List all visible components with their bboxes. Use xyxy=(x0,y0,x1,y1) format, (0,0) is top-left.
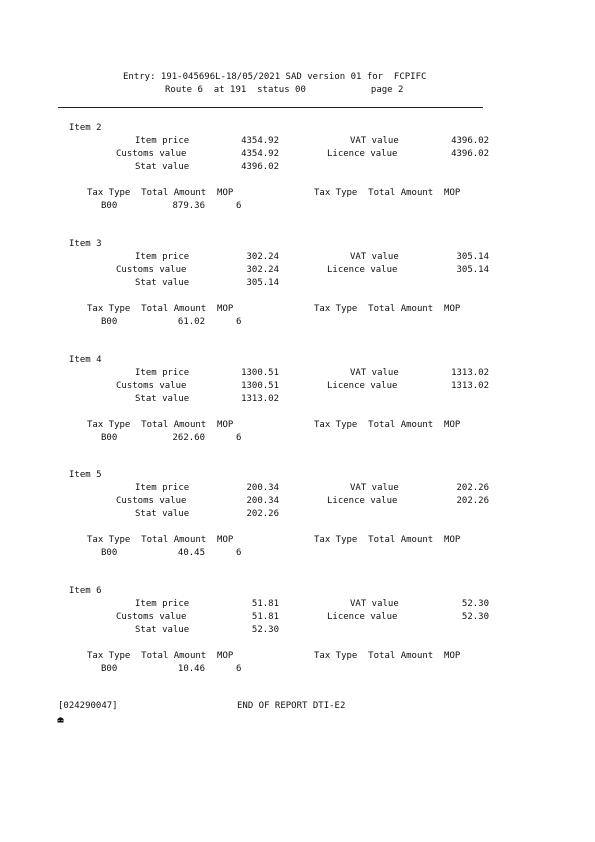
item-price-label: Item price xyxy=(135,599,190,609)
customs-value-amount: 302.24 xyxy=(246,265,279,275)
stat-value-amount: 1313.02 xyxy=(241,394,279,404)
tax-table-header-2: Tax Type Total Amount MOP xyxy=(314,535,461,545)
tax-table-header: Tax Type Total Amount MOP xyxy=(87,535,234,545)
stat-value-label: Stat value xyxy=(135,625,190,635)
printer-glyph-icon xyxy=(57,716,64,723)
licence-value-amount: 52.30 xyxy=(461,612,489,622)
item-price-value: 302.24 xyxy=(246,252,279,262)
stat-value-amount: 4396.02 xyxy=(241,162,279,172)
tax-table-header: Tax Type Total Amount MOP xyxy=(87,188,234,198)
stat-value-amount: 305.14 xyxy=(246,278,279,288)
item-price-value: 200.34 xyxy=(246,483,279,493)
stat-value-label: Stat value xyxy=(135,394,190,404)
licence-value-label: Licence value xyxy=(327,149,398,159)
item-price-label: Item price xyxy=(135,136,190,146)
tax-table-header-2: Tax Type Total Amount MOP xyxy=(314,188,461,198)
mop-code: 6 xyxy=(236,317,242,327)
tax-type: B00 xyxy=(101,664,118,674)
licence-value-label: Licence value xyxy=(327,381,398,391)
report-header-line-2: Route 6 at 191 status 00 page 2 xyxy=(165,85,404,95)
tax-amount: 40.45 xyxy=(177,548,205,558)
vat-value-label: VAT value xyxy=(350,483,399,493)
tax-table-header: Tax Type Total Amount MOP xyxy=(87,651,234,661)
tax-table-header: Tax Type Total Amount MOP xyxy=(87,420,234,430)
customs-value-amount: 4354.92 xyxy=(241,149,279,159)
mop-code: 6 xyxy=(236,664,242,674)
stat-value-amount: 52.30 xyxy=(251,625,279,635)
customs-value-label: Customs value xyxy=(116,149,187,159)
mop-code: 6 xyxy=(236,201,242,211)
stat-value-label: Stat value xyxy=(135,509,190,519)
customs-value-amount: 1300.51 xyxy=(241,381,279,391)
item-title: Item 5 xyxy=(69,470,102,480)
mop-code: 6 xyxy=(236,433,242,443)
end-of-report-text: END OF REPORT DTI-E2 xyxy=(237,701,346,711)
vat-value-label: VAT value xyxy=(350,252,399,262)
tax-table-header: Tax Type Total Amount MOP xyxy=(87,304,234,314)
item-price-label: Item price xyxy=(135,483,190,493)
tax-amount: 10.46 xyxy=(177,664,205,674)
tax-type: B00 xyxy=(101,433,118,443)
item-price-label: Item price xyxy=(135,368,190,378)
licence-value-label: Licence value xyxy=(327,612,398,622)
customs-value-amount: 51.81 xyxy=(251,612,279,622)
customs-value-label: Customs value xyxy=(116,381,187,391)
tax-table-header-2: Tax Type Total Amount MOP xyxy=(314,651,461,661)
item-title: Item 4 xyxy=(69,355,102,365)
header-divider xyxy=(58,107,483,108)
item-price-value: 1300.51 xyxy=(241,368,279,378)
stat-value-label: Stat value xyxy=(135,162,190,172)
licence-value-amount: 305.14 xyxy=(456,265,489,275)
licence-value-label: Licence value xyxy=(327,496,398,506)
tax-amount: 61.02 xyxy=(177,317,205,327)
licence-value-amount: 4396.02 xyxy=(451,149,489,159)
stat-value-label: Stat value xyxy=(135,278,190,288)
vat-value-amount: 4396.02 xyxy=(451,136,489,146)
vat-value-label: VAT value xyxy=(350,599,399,609)
tax-table-header-2: Tax Type Total Amount MOP xyxy=(314,420,461,430)
tax-type: B00 xyxy=(101,201,118,211)
licence-value-amount: 1313.02 xyxy=(451,381,489,391)
tax-amount: 879.36 xyxy=(172,201,205,211)
report-reference: [024290047] xyxy=(58,701,118,711)
vat-value-label: VAT value xyxy=(350,136,399,146)
item-block xyxy=(0,470,595,570)
item-block xyxy=(0,123,595,223)
item-title: Item 2 xyxy=(69,123,102,133)
item-block xyxy=(0,239,595,339)
licence-value-label: Licence value xyxy=(327,265,398,275)
customs-value-label: Customs value xyxy=(116,265,187,275)
item-title: Item 3 xyxy=(69,239,102,249)
vat-value-amount: 1313.02 xyxy=(451,368,489,378)
stat-value-amount: 202.26 xyxy=(246,509,279,519)
mop-code: 6 xyxy=(236,548,242,558)
tax-table-header-2: Tax Type Total Amount MOP xyxy=(314,304,461,314)
vat-value-amount: 202.26 xyxy=(456,483,489,493)
customs-value-amount: 200.34 xyxy=(246,496,279,506)
item-title: Item 6 xyxy=(69,586,102,596)
report-header-line-1: Entry: 191-045696L-18/05/2021 SAD version 01 for FCPIFC xyxy=(123,72,427,82)
item-block xyxy=(0,355,595,455)
customs-value-label: Customs value xyxy=(116,496,187,506)
tax-type: B00 xyxy=(101,548,118,558)
item-price-label: Item price xyxy=(135,252,190,262)
licence-value-amount: 202.26 xyxy=(456,496,489,506)
vat-value-amount: 52.30 xyxy=(461,599,489,609)
item-price-value: 4354.92 xyxy=(241,136,279,146)
tax-amount: 262.60 xyxy=(172,433,205,443)
item-price-value: 51.81 xyxy=(251,599,279,609)
vat-value-amount: 305.14 xyxy=(456,252,489,262)
item-block xyxy=(0,586,595,686)
tax-type: B00 xyxy=(101,317,118,327)
customs-value-label: Customs value xyxy=(116,612,187,622)
vat-value-label: VAT value xyxy=(350,368,399,378)
